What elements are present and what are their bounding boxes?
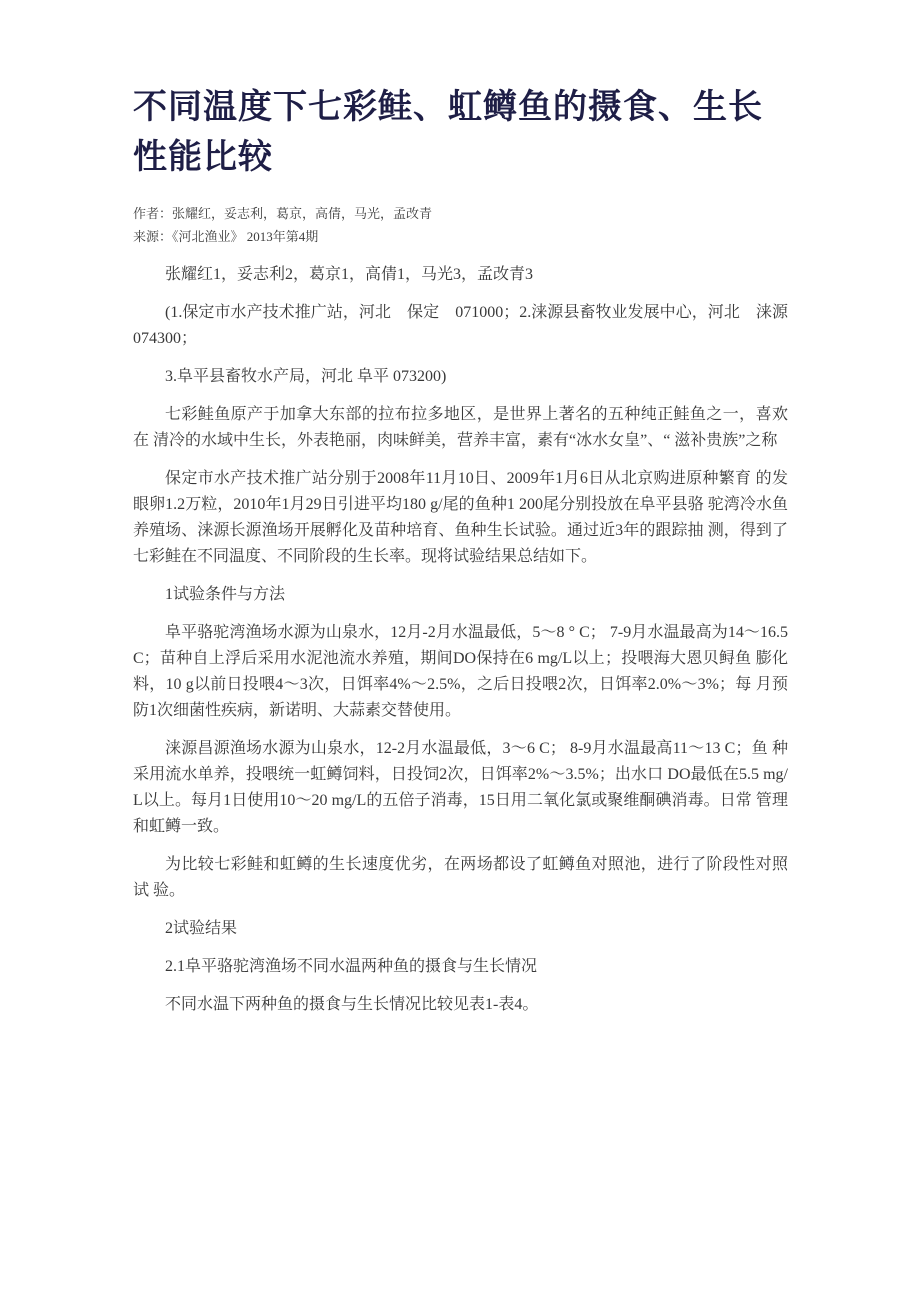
paragraph: 七彩鲑鱼原产于加拿大东部的拉布拉多地区，是世界上著名的五种纯正鲑鱼之一，喜欢在 清冷的水域中生长，外表艳丽，肉味鲜美，营养丰富，素有“冰水女皇”、“ 滋补贵族”之称 bbox=[133, 406, 788, 449]
article-title bbox=[133, 82, 788, 182]
article-title-line2: 性能比较 bbox=[133, 137, 273, 177]
paragraph: 1试验条件与方法 bbox=[165, 586, 286, 603]
article-meta bbox=[133, 202, 788, 248]
article-title-line1: 不同温度下七彩鲑、虹鳟鱼的摄食、生长 bbox=[133, 87, 763, 127]
paragraph: 2.1阜平骆驼湾渔场不同水温两种鱼的摄食与生长情况 bbox=[165, 958, 538, 975]
article-authors: 作者：张耀红，妥志利，葛京，高倩，马光，孟改青 bbox=[133, 206, 433, 221]
paragraph: 为比较七彩鲑和虹鳟的生长速度优劣，在两场都设了虹鳟鱼对照池，进行了阶段性对照试 验。 bbox=[133, 856, 788, 899]
paragraph: 3.阜平县畜牧水产局，河北 阜平 073200) bbox=[165, 368, 447, 385]
paragraph: 涞源昌源渔场水源为山泉水，12-2月水温最低，3～6 C； 8-9月水温最高11～13 C；鱼 种采用流水单养，投喂统一虹鳟饲料，日投饲2次，日饵率2%～3.5%；出水口 DO最低在5.5 mg/L以上。每月1日使用10～20 mg/L的五倍子消毒，15日用二氧化氯或聚维酮碘消毒。日常 管理和虹鳟一致。 bbox=[133, 740, 788, 835]
paragraph: 阜平骆驼湾渔场水源为山泉水，12月-2月水温最低，5～8 ° C； 7-9月水温最高为14～16.5 C；苗种自上浮后采用水泥池流水养殖，期间DO保持在6 mg/L以上；投喂海大恩贝鲟鱼 膨化料，10 g以前日投喂4～3次，日饵率4%～2.5%，之后日投喂2次，日饵率2.0%～3%；每 月预防1次细菌性疾病，新诺明、大蒜素交替使用。 bbox=[133, 624, 788, 719]
article-body bbox=[133, 262, 788, 1018]
paragraph: 保定市水产技术推广站分别于2008年11月10日、2009年1月6日从北京购进原种繁育 的发眼卵1.2万粒，2010年1月29日引进平均180 g/尾的鱼种1 200尾分别投放在阜平县骆 驼湾冷水鱼养殖场、涞源长源渔场开展孵化及苗种培育、鱼种生长试验。通过近3年的跟踪抽 测，得到了七彩鲑在不同温度、不同阶段的生长率。现将试验结果总结如下。 bbox=[133, 470, 788, 565]
paragraph: 2试验结果 bbox=[165, 920, 238, 937]
article-source: 来源：《河北渔业》 2013年第4期 bbox=[133, 229, 319, 244]
paragraph: 不同水温下两种鱼的摄食与生长情况比较见表1-表4。 bbox=[165, 996, 539, 1013]
paragraph: (1.保定市水产技术推广站，河北 保定 071000；2.涞源县畜牧业发展中心，河北 涞源 074300； bbox=[133, 304, 788, 347]
paragraph: 张耀红1，妥志利2，葛京1，高倩1，马光3，孟改青3 bbox=[165, 266, 534, 283]
